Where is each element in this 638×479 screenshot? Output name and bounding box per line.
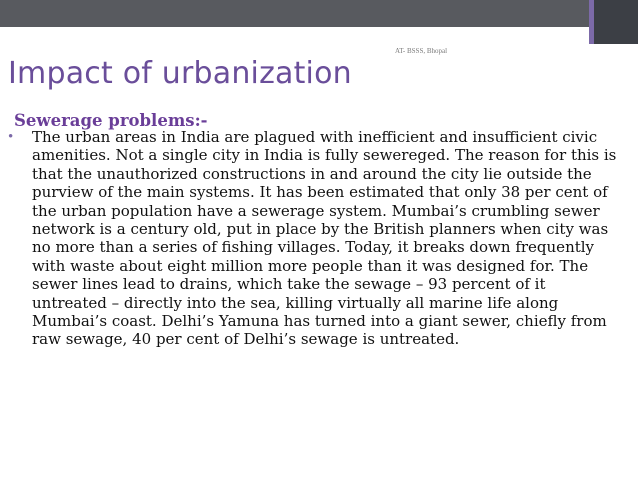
slide-top-bar — [0, 0, 638, 27]
bullet-text: The urban areas in India are plagued with inefficient and insufficient civic amenities. Not a single city in India is fully sewereged. The reason for this is that the unauthorized constructions in and around the city lie outside the purview of the main systems. It has been estimated that only 38 per cent of the urban population have a sewerage system. Mumbai’s crumbling sewer network is a century old, put in place by the British planners when city was no more than a series of fishing villages. Today, it breaks down frequently with waste about eight million more people than it was designed for. The sewer lines lead to drains, which take the sewage – 93 percent of it untreated – directly into the sea, killing virtually all marine life along Mumbai’s coast. Delhi’s Yamuna has turned into a giant sewer, chiefly from raw sewage, 40 per cent of Delhi’s sewage is untreated. — [32, 128, 617, 349]
top-bar-corner-block — [594, 0, 638, 44]
bullet-dot: • — [8, 129, 14, 145]
slide-header-footer: AT- BSSS, Bhopal — [395, 47, 448, 55]
section-heading: Sewerage problems:- — [14, 111, 208, 130]
slide-title: Impact of urbanization — [8, 56, 352, 91]
